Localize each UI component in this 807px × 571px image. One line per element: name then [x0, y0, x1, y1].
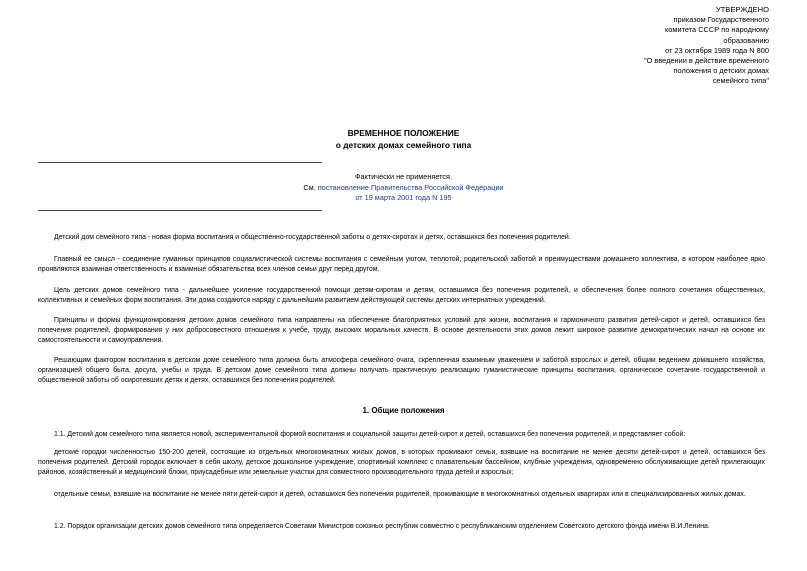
approval-line: приказом Государственного — [673, 15, 769, 25]
section-paragraph — [38, 490, 765, 500]
document-title — [0, 127, 807, 151]
section-paragraph — [38, 522, 765, 532]
paragraph-text: 1.2. Порядок организации детских домов семейного типа определяется Советами Министров союзных республик совместно с республиканским отделением Советского детского фонда имени В.И.Ленина. — [54, 523, 710, 530]
approval-line: "О введении в действие временного — [643, 56, 769, 66]
preamble-paragraph — [38, 356, 765, 387]
divider-bottom — [38, 210, 322, 211]
divider-top — [38, 162, 322, 163]
paragraph-text: Принципы и формы функционирования детских домов семейного типа направлены на обеспечение благоприятных условий для жизни, воспитания и гармоничного развития детей-сирот и детей, оставшихся без попечения родителей, формирования у них добросовестного отношения к учебе, труду, высоких моральных качеств. В основе деятельности этих домов лежит широкое развитие демократических начал на основе их самостоятельности и самоуправления. — [38, 317, 765, 345]
approval-line: комитета СССР по народному — [664, 25, 769, 35]
paragraph-text: Решающим фактором воспитания в детском доме семейного типа должна быть атмосфера семейного очага, скрепленная взаимным уважением и заботой взрослых и детей, общим ведением домашнего хозяйства, организацией общего быта, досуга, учебы и труда. В детском доме семейного типа должны получать практическую реализацию гуманистические принципы воспитания, органическое сочетание государственной и общественной заботы об осиротевших детях и детях, оставшихся без попечения родителей. — [38, 357, 765, 385]
paragraph-text: отдельные семьи, взявшие на воспитание не менее пяти детей-сирот и детей, оставшихся без попечения родителей, проживающие в многокомнатных отдельных квартирах или в специализированных жилых домах. — [54, 491, 746, 498]
approval-line: от 23 октября 1989 года N 800 — [665, 45, 769, 55]
status-note-text: Фактически не применяется. — [354, 172, 453, 181]
preamble-paragraph — [38, 316, 765, 347]
paragraph-text: Детский дом семейного типа - новая форма воспитания и общественно-государственной заботы о детях-сиротах и детях, оставшихся без попечения родителей. — [54, 234, 571, 241]
status-note — [0, 172, 807, 204]
section-title: 1. Общие положения — [362, 406, 445, 415]
paragraph-text: Цель детских домов семейного типа - дальнейшее усиление государственной помощи детям-сиротам и детям, оставшимся без попечения родителей, и обеспечения более полного сочетания общественных, коллективных и семейных форм воспитания. Эти дома создаются наряду с дальнейшим развитием действующей системы детских интернатных учреждений. — [38, 287, 765, 305]
approval-line: положения о детских домах — [673, 66, 769, 76]
reference-link[interactable]: постановление Правительства Российской Федерации — [317, 182, 504, 192]
section-paragraph — [38, 430, 765, 440]
reference-link-date[interactable]: от 19 марта 2001 года N 195 — [355, 193, 452, 202]
approval-block — [569, 5, 769, 87]
approval-line: образованию — [723, 35, 769, 45]
paragraph-text: 1.1. Детский дом семейного типа является новой, экспериментальной формой воспитания и социальной защиты детей-сирот и детей, оставшихся без попечения родителей, и представляет собой: — [54, 431, 686, 438]
preamble-paragraph — [38, 233, 765, 243]
approval-line: семейного типа" — [712, 76, 769, 86]
paragraph-text: детские городки численностью 150-200 детей, состоящие из отдельных многокомнатных жилых домов, в которых проживают семьи, взявшие на воспитание не менее десяти детей-сирот и детей, оставшихся без попечения родителей. Детский городок включает в себя школу, детское дошкольное учреждение, спортивный комплекс с плавательным бассейном, клубные учреждения, одновременно обслуживающие детей прилегающих районов, хозяйственный и медицинский блоки, приусадебные или земельные участки для совместного производительного труда детей и взрослых; — [38, 449, 765, 477]
paragraph-text: Главный ее смысл - соединение гуманных принципов социалистической системы воспитания с семейным уютом, теплотой, родительской заботой и преимуществами домашнего коллектива, в котором наиболее ярко проявляются взаимная ответственность и взаимные обязательства всех членов семьи друг перед другом. — [38, 256, 765, 274]
reference-prefix: См. — [303, 182, 318, 192]
preamble-paragraph — [38, 255, 765, 275]
document-title-sub: о детских домах семейного типа — [335, 140, 472, 150]
preamble-paragraph — [38, 286, 765, 306]
section-paragraph — [38, 448, 765, 479]
approval-heading: УТВЕРЖДЕНО — [715, 5, 769, 14]
document-title-main: ВРЕМЕННОЕ ПОЛОЖЕНИЕ — [347, 128, 460, 138]
status-note-reference — [0, 183, 807, 194]
